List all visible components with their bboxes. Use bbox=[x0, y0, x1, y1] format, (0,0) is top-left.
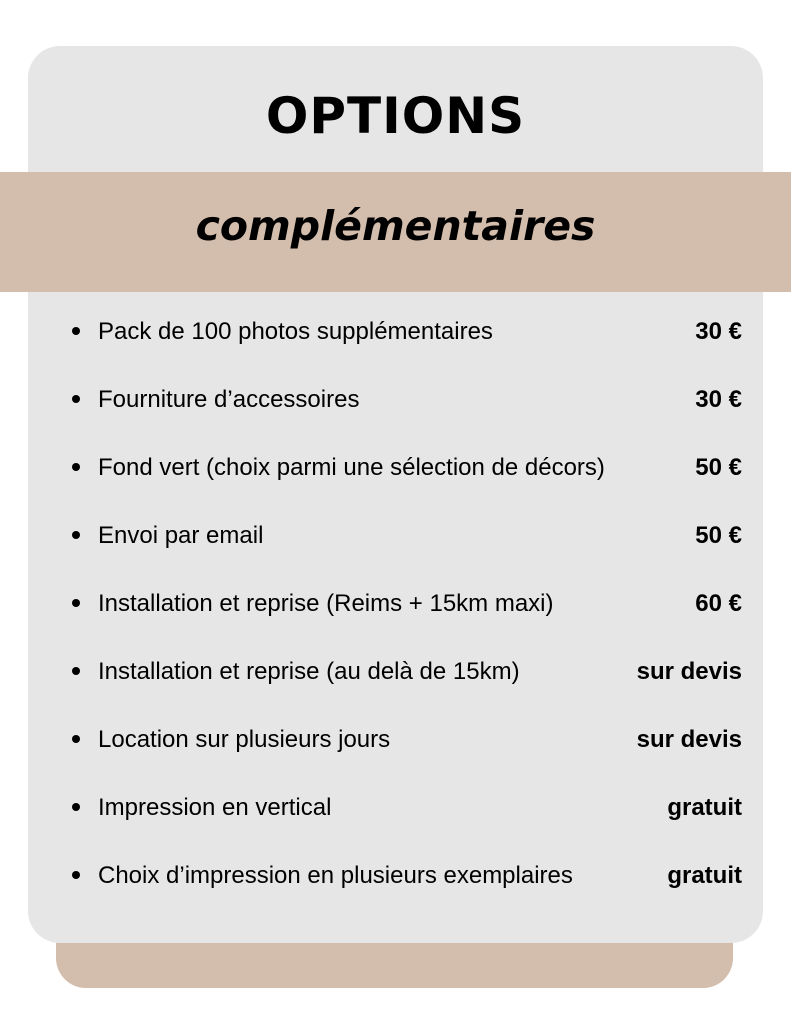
option-price: 60 € bbox=[695, 590, 742, 617]
option-price: 30 € bbox=[695, 318, 742, 345]
option-item bbox=[72, 861, 742, 895]
bullet-icon bbox=[72, 531, 80, 539]
bullet-icon bbox=[72, 463, 80, 471]
option-price: gratuit bbox=[667, 794, 742, 821]
option-price: sur devis bbox=[636, 726, 742, 753]
bullet-icon bbox=[72, 599, 80, 607]
bullet-icon bbox=[72, 395, 80, 403]
option-label: Choix d’impression en plusieurs exemplaires bbox=[98, 862, 573, 889]
bullet-icon bbox=[72, 871, 80, 879]
option-label: Installation et reprise (Reims + 15km maxi) bbox=[98, 590, 554, 617]
option-label: Fond vert (choix parmi une sélection de décors) bbox=[98, 454, 605, 481]
option-item bbox=[72, 317, 742, 351]
option-price: sur devis bbox=[636, 658, 742, 685]
option-price: gratuit bbox=[667, 862, 742, 889]
option-item bbox=[72, 521, 742, 555]
option-label: Fourniture d’accessoires bbox=[98, 386, 360, 413]
bullet-icon bbox=[72, 667, 80, 675]
option-price: 30 € bbox=[695, 386, 742, 413]
bullet-icon bbox=[72, 327, 80, 335]
option-label: Installation et reprise (au delà de 15km) bbox=[98, 658, 520, 685]
option-price: 50 € bbox=[695, 522, 742, 549]
option-label: Pack de 100 photos supplémentaires bbox=[98, 318, 493, 345]
option-item bbox=[72, 725, 742, 759]
option-item bbox=[72, 793, 742, 827]
option-label: Impression en vertical bbox=[98, 794, 332, 821]
option-item bbox=[72, 385, 742, 419]
page-title: OPTIONS bbox=[265, 87, 526, 145]
bullet-icon bbox=[72, 735, 80, 743]
page-subtitle: complémentaires bbox=[195, 202, 596, 250]
bullet-icon bbox=[72, 803, 80, 811]
option-label: Location sur plusieurs jours bbox=[98, 726, 391, 753]
option-item bbox=[72, 589, 742, 623]
option-item bbox=[72, 453, 742, 487]
option-label: Envoi par email bbox=[98, 522, 264, 549]
option-price: 50 € bbox=[695, 454, 742, 481]
option-item bbox=[72, 657, 742, 691]
